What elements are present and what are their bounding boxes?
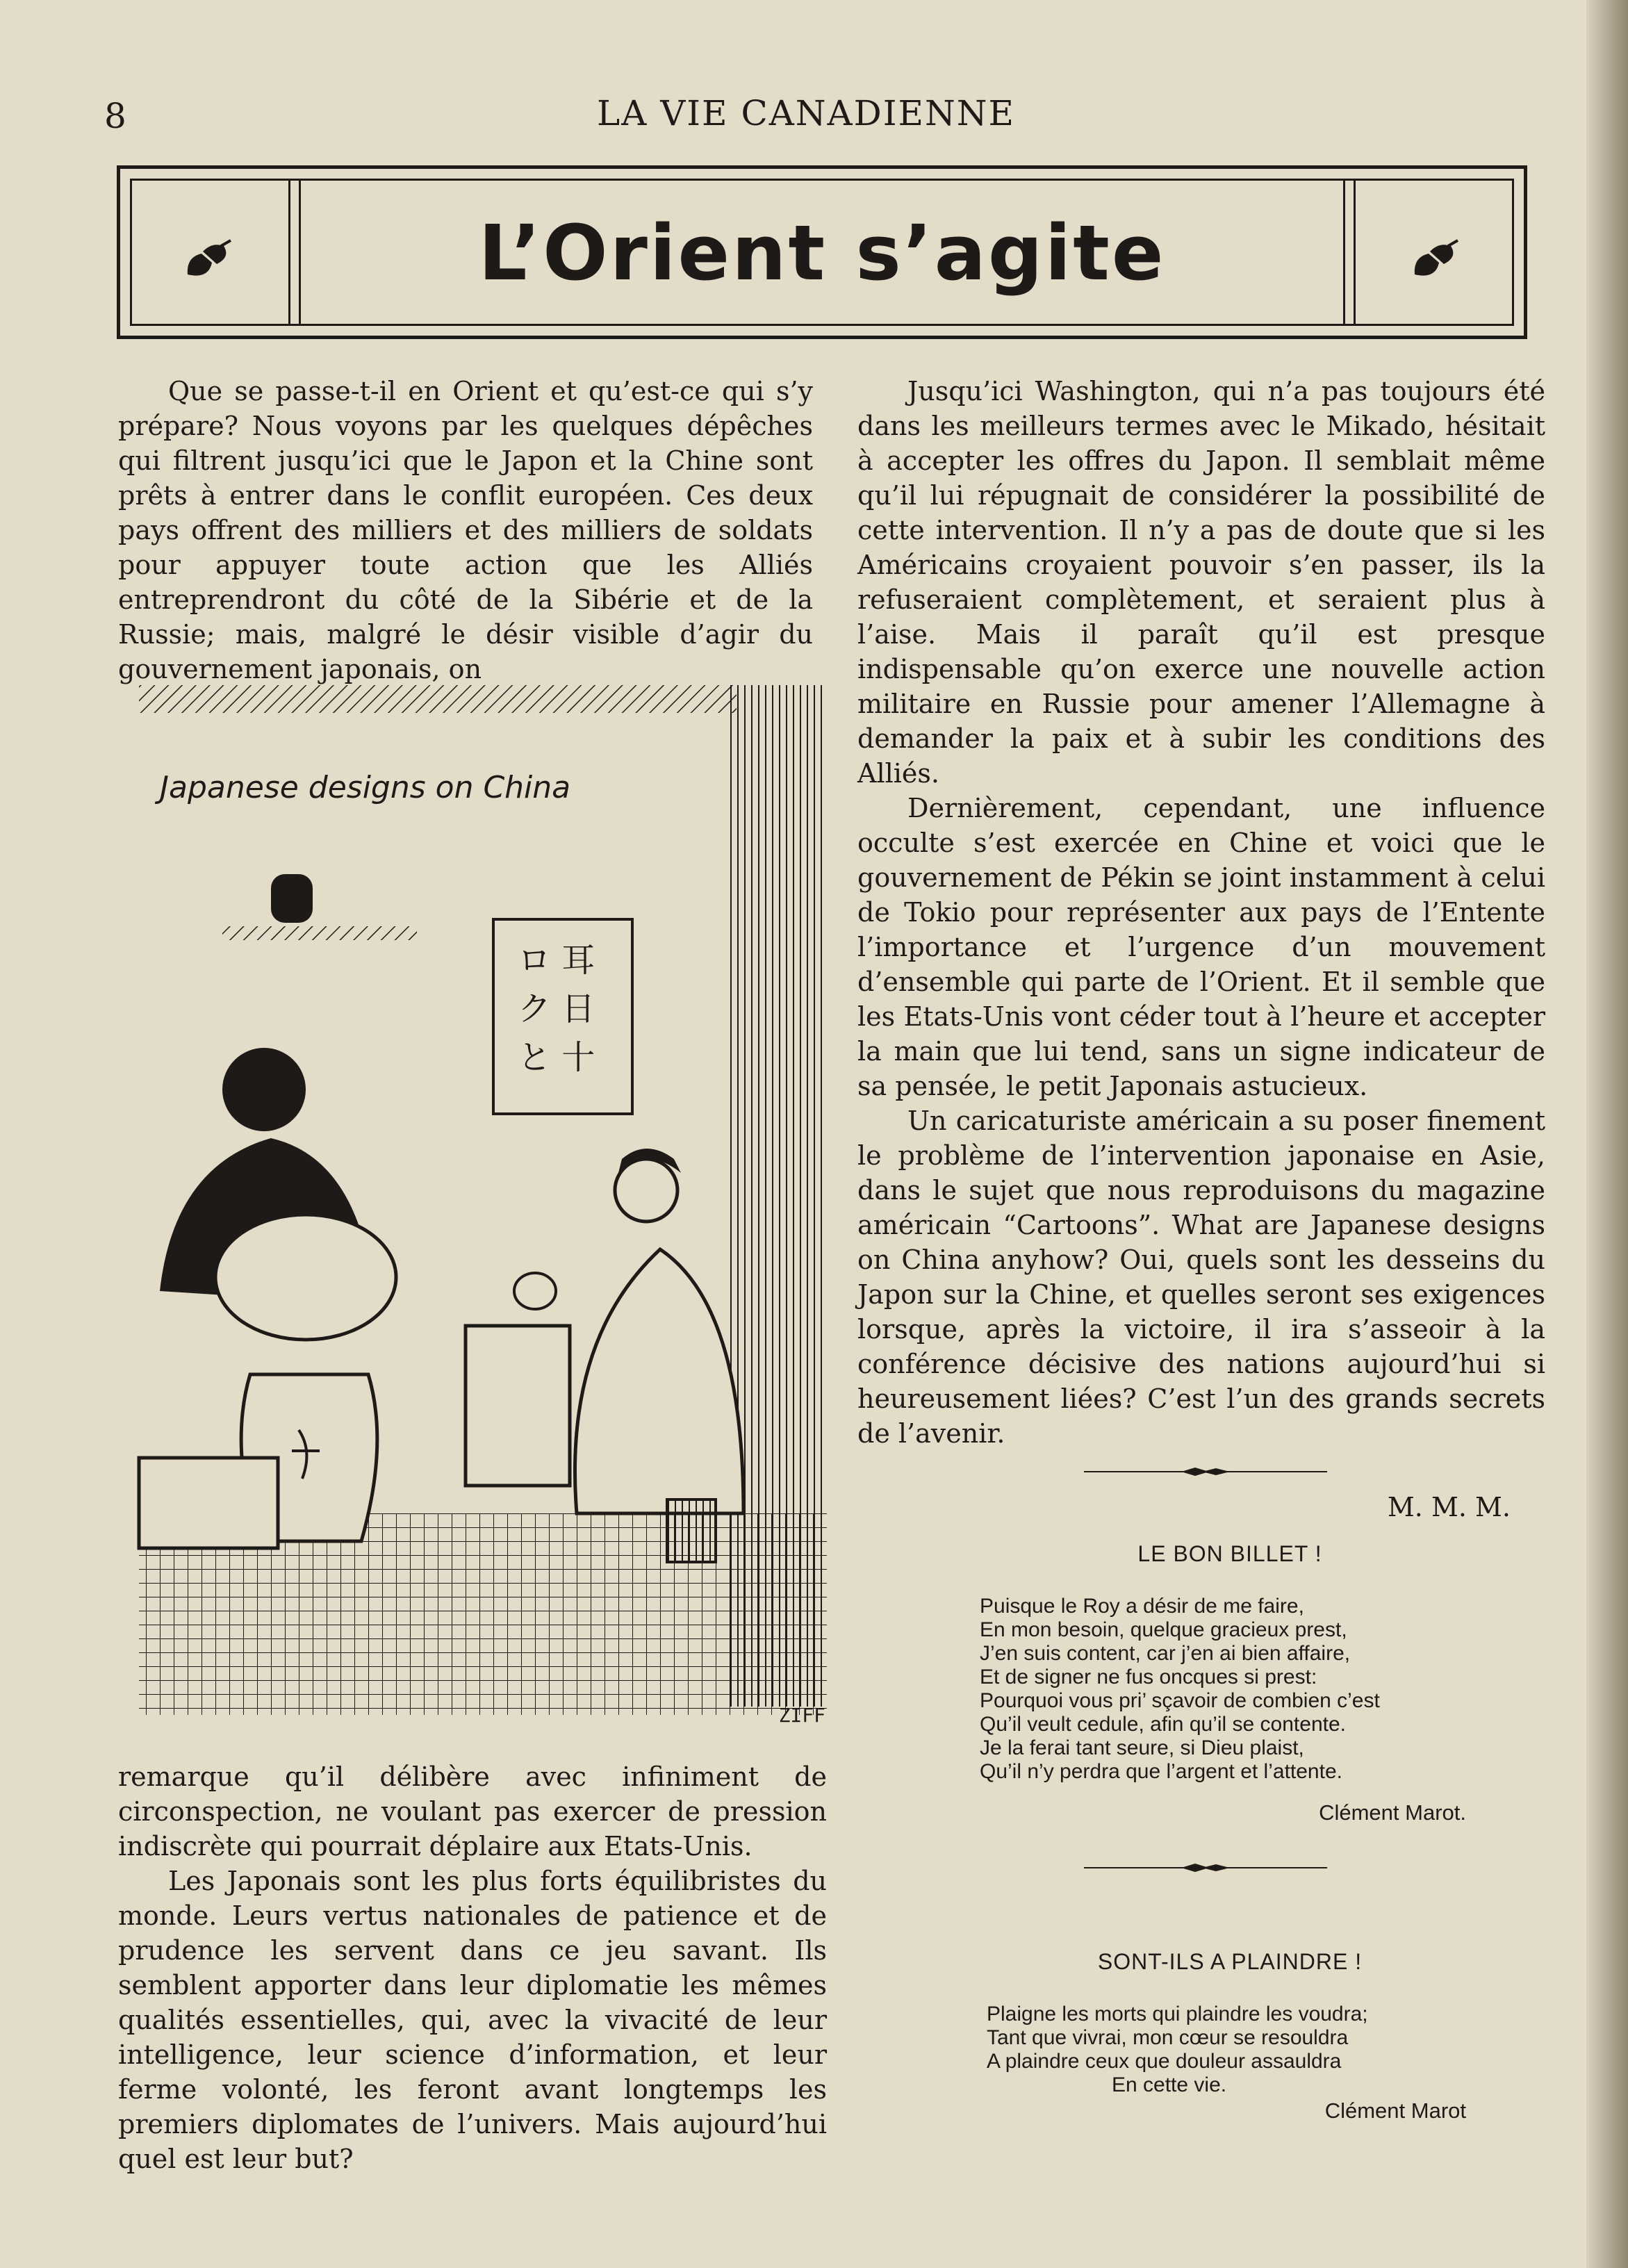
article-title: L’Orient s’agite xyxy=(478,208,1166,297)
poem-line: A plaindre ceux que douleur assauldra xyxy=(987,2050,1342,2073)
artist-signature: ZIFF xyxy=(778,1704,825,1727)
poem-line: Pourquoi vous pri’ sçavoir de combien c’est xyxy=(980,1689,1380,1712)
svg-text:と 十: と 十 xyxy=(518,1038,595,1077)
poem-line: Qu’il veult cedule, afin qu’il se contente. xyxy=(980,1713,1346,1736)
ornamental-divider xyxy=(1084,1861,1327,1875)
article-paragraph: Jusqu’ici Washington, qui n’a pas toujours été dans les meilleurs termes avec le Mikado, hésitait à accepter les offres du Japon. Il semblait même qu’il lui répugnait de considérer la possibilité de cette intervention. Il n’y a pas de doute que si les Américains croyaient pouvoir s’en passer, ils la refuseraient complètement, et seraient plus à l’aise. Mais il paraît qu’il est presque indispensable qu’on exerce une nouvelle action militaire en Russie pour amener l’Allemagne à demander la paix et à subir les conditions des Alliés. xyxy=(857,376,1545,789)
poem-author: Clément Marot xyxy=(1324,2098,1466,2123)
page-header xyxy=(90,90,1522,146)
acorn-ornament-icon xyxy=(1408,236,1463,285)
article-paragraph: Dernièrement, cependant, une influence occulte s’est exercée en Chine et voici que le gouvernement de Pékin se joint instamment à celui de Tokio pour représenter aux pays de l’Entente l’importance et l’urgence d’un mouvement d’ensemble qui parte de l’Orient. Et il semble que les Etats-Unis vont céder tout à l’heure et accepter la main que lui tend, sans un signe indicateur de sa pensée, le petit Japonais astucieux. xyxy=(857,793,1545,1101)
poem-line: Et de signer ne fus oncques si prest: xyxy=(980,1666,1317,1688)
article-paragraph: Un caricaturiste américain a su poser finement le problème de l’intervention japonaise en Asie, dans le sujet que nous reproduisons du magazine américain “Cartoons”. What are Japanese designs on China anyhow? Oui, quels sont les desseins du Japon sur la Chine, et quelles seront ses exigences lorsque, après la victoire, il ira s’asseoir à la conférence décisive des nations aujourd’hui si heureusement liées? C’est l’un des grands secrets de l’avenir. xyxy=(857,1106,1545,1449)
poem-lines xyxy=(980,1595,1494,1784)
cartoon-caption: Japanese designs on China xyxy=(160,770,571,805)
page-number: 8 xyxy=(104,96,126,136)
acorn-ornament-icon xyxy=(181,236,236,285)
poem-line: Je la ferai tant seure, si Dieu plaist, xyxy=(980,1736,1304,1759)
article-column-right xyxy=(857,374,1545,1525)
article-signature: M. M. M. xyxy=(1387,1492,1511,1522)
svg-text:ク 日: ク 日 xyxy=(518,989,595,1028)
poem-line: Qu’il n’y perdra que l’argent et l’attente. xyxy=(980,1760,1342,1783)
poem-line: J’en suis content, car j’en ai bien affaire, xyxy=(980,1642,1351,1665)
cartoon-drawing xyxy=(132,680,834,1732)
article-paragraph: Les Japonais sont les plus forts équilibristes du monde. Leurs vertus nationales de patience et de prudence les servent dans ce jeu savant. Ils semblent apporter dans leur diplomatie les mêmes qualités essentielles, qui, avec la vivacité de leur intelligence, leur science d’information, et leur ferme volonté, les feront avant longtemps les premiers diplomates de l’univers. Mais aujourd’hui quel est leur but? xyxy=(118,1866,827,2174)
article-paragraph: Que se passe-t-il en Orient et qu’est-ce qui s’y prépare? Nous voyons par les quelques dépêches qui filtrent jusqu’ici que le Japon et la Chine sont prêts à entrer dans le conflit européen. Ces deux pays offrent des milliers et des milliers de soldats pour appuyer toute action que les Alliés entreprendront du côté de la Sibérie et de la Russie; mais, malgré le désir visible d’agir du gouvernement japonais, on xyxy=(118,376,813,684)
poem-line: Plaigne les morts qui plaindre les voudra; xyxy=(987,2003,1368,2025)
poem-sont-ils-a-plaindre xyxy=(966,1949,1494,2123)
article-paragraph: remarque qu’il délibère avec infiniment de circonspection, ne voulant pas exercer de pression indiscrète qui pourrait déplaire aux Etats-Unis. xyxy=(118,1761,827,1862)
svg-text:ロ 耳: ロ 耳 xyxy=(518,941,595,980)
poem-le-bon-billet xyxy=(966,1541,1494,1825)
article-column-left-bottom xyxy=(118,1759,827,2176)
page-edge-shadow xyxy=(1586,0,1628,2268)
ornamental-divider xyxy=(1084,1465,1327,1479)
poem-lines xyxy=(987,2003,1494,2097)
poem-line: Tant que vivrai, mon cœur se resouldra xyxy=(987,2026,1349,2049)
title-divider-left xyxy=(288,181,301,324)
title-banner-inner xyxy=(130,179,1514,326)
poem-line: En cette vie. xyxy=(1112,2073,1227,2096)
title-banner xyxy=(117,165,1527,339)
poem-title: SONT-ILS A PLAINDRE ! xyxy=(1097,1949,1363,1974)
poem-title: LE BON BILLET ! xyxy=(1137,1541,1322,1566)
article-column-left-top xyxy=(118,374,813,687)
poem-line: Puisque le Roy a désir de me faire, xyxy=(980,1595,1304,1618)
cartoon-illustration xyxy=(132,680,834,1732)
poem-author: Clément Marot. xyxy=(1319,1800,1466,1825)
poem-line: En mon besoin, quelque gracieux prest, xyxy=(980,1618,1347,1641)
title-divider-right xyxy=(1343,181,1356,324)
journal-title: LA VIE CANADIENNE xyxy=(596,93,1016,133)
